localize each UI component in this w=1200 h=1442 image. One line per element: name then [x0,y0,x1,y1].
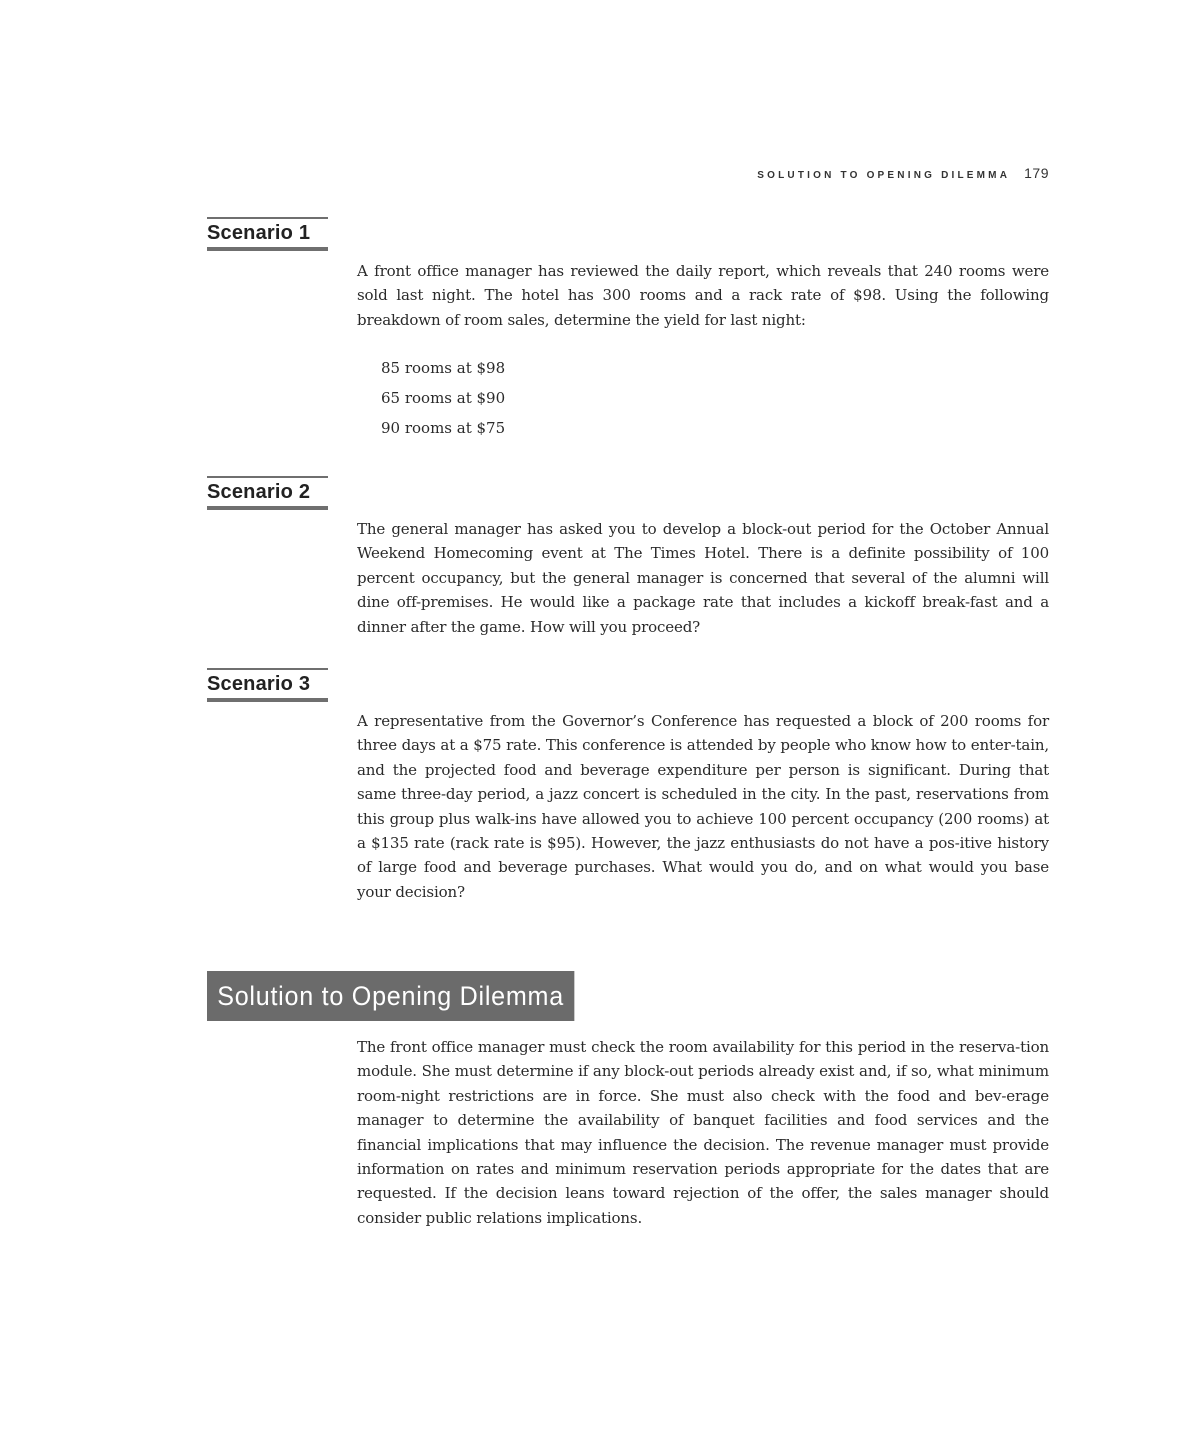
section-title-banner: Solution to Opening Dilemma [207,971,574,1021]
solution-text: The front office manager must check the room availability for this period in the reserva-tion module. She must determine if any block-out periods already exist and, if so, what minimum room-night restrictions are in force. She must also check with the food and bev-erage manager to determine the availability of banquet facilities and food services and the financial implications that may influence the decision. The revenue manager must provide information on rates and minimum reservation periods appropriate for the dates that are requested. If the decision leans toward rejection of the offer, the sales manager should consider public relations implications. [357,1038,1049,1227]
scenario-3-heading: Scenario 3 [207,668,328,702]
room-breakdown-list [381,356,505,446]
scenario-1-heading: Scenario 1 [207,217,328,251]
list-item: 65 rooms at $90 [381,389,506,407]
running-title: SOLUTION TO OPENING DILEMMA [757,170,1011,181]
list-item: 90 rooms at $75 [381,419,506,437]
running-header [757,165,1049,181]
scenario-2-heading: Scenario 2 [207,476,328,510]
page-number: 179 [1024,165,1049,181]
scenario-1-text: A front office manager has reviewed the daily report, which reveals that 240 rooms were sold last night. The hotel has 300 rooms and a rack rate of $98. Using the following breakdown of room sales, determine the yield for last night: [357,262,1049,329]
scenario-2-text: The general manager has asked you to develop a block-out period for the October Annual Weekend Homecoming event at The Times Hotel. There is a definite possibility of 100 percent occupancy, but the general manager is concerned that several of the alumni will dine off-premises. He would like a package rate that includes a kickoff break-fast and a dinner after the game. How will you proceed? [357,520,1049,636]
scenario-3-text: A representative from the Governor’s Conference has requested a block of 200 rooms for three days at a $75 rate. This conference is attended by people who know how to enter-tain, and the projected food and beverage expenditure per person is significant. During that same three-day period, a jazz concert is scheduled in the city. In the past, reservations from this group plus walk-ins have allowed you to achieve 100 percent occupancy (200 rooms) at a $135 rate (rack rate is $95). However, the jazz enthusiasts do not have a pos-itive history of large food and beverage purchases. What would you do, and on what would you base your decision? [357,712,1049,901]
list-item: 85 rooms at $98 [381,359,506,377]
